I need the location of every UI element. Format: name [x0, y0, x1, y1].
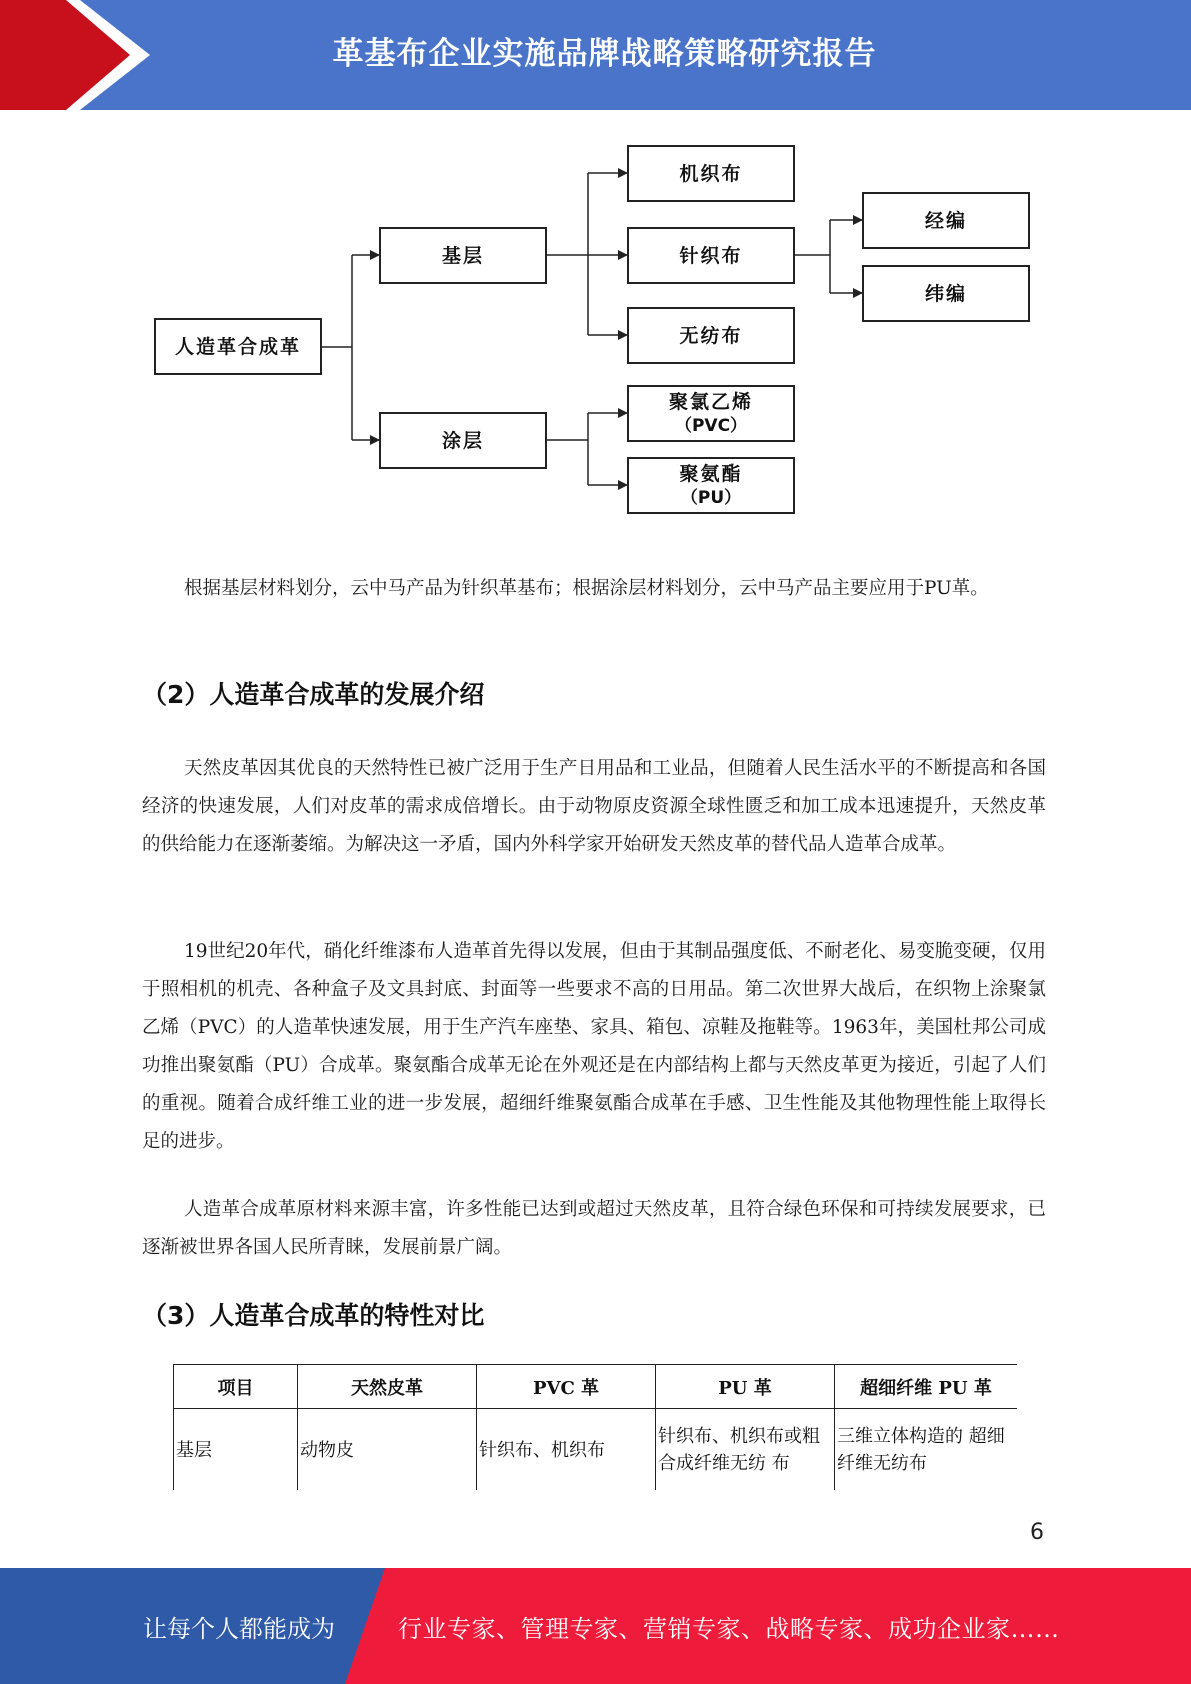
node-sublabel: （PU）	[680, 487, 742, 508]
table-cell: 针织布、机织布或粗合成纤维无纺 布	[656, 1409, 835, 1491]
report-title: 革基布企业实施品牌战略策略研究报告	[332, 35, 877, 72]
node-weft-knit	[862, 265, 1030, 322]
page-number: 6	[1030, 1520, 1044, 1545]
footer-slogan-left: 让每个人都能成为	[143, 1614, 335, 1643]
node-label: 机织布	[679, 162, 743, 185]
table-cell: 基层	[174, 1409, 298, 1491]
node-label: 纬编	[924, 282, 967, 305]
footer-band	[0, 1568, 1191, 1684]
column-header: 天然皮革	[298, 1365, 477, 1409]
section-heading-comparison: （3）人造革合成革的特性对比	[142, 1301, 485, 1330]
node-pvc	[627, 385, 795, 442]
column-header: 超细纤维 PU 革	[835, 1365, 1018, 1409]
table-header-row	[174, 1365, 1018, 1409]
node-sublabel: （PVC）	[674, 415, 748, 436]
node-base-layer	[379, 227, 547, 284]
node-label: 经编	[924, 209, 967, 232]
paragraph-history: 19世纪20年代，硝化纤维漆布人造革首先得以发展，但由于其制品强度低、不耐老化、易变脆变硬，仅用于照相机的机壳、各种盒子及文具封底、封面等一些要求不高的日用品。第二次世界大战后，在织物上涂聚氯乙烯（PVC）的人造革快速发展，用于生产汽车座垫、家具、箱包、凉鞋及拖鞋等。1963年，美国杜邦公司成功推出聚氨酯（PU）合成革。聚氨酯合成革无论在外观还是在内部结构上都与天然皮革更为接近，引起了人们的重视。随着合成纤维工业的进一步发展，超细纤维聚氨酯合成革在手感、卫生性能及其他物理性能上取得长足的进步。	[142, 941, 1046, 1152]
node-warp-knit	[862, 192, 1030, 249]
section-heading-development: （2）人造革合成革的发展介绍	[142, 680, 485, 709]
paragraph-prospects: 人造革合成革原材料来源丰富，许多性能已达到或超过天然皮革，且符合绿色环保和可持续发展要求，已逐渐被世界各国人民所青睐，发展前景广阔。	[142, 1199, 1046, 1258]
column-header: PU 革	[656, 1365, 835, 1409]
header-band	[0, 0, 1191, 110]
node-label: 人造革合成革	[174, 335, 301, 358]
node-label: 基层	[441, 244, 484, 267]
paragraph-classification-note: 根据基层材料划分，云中马产品为针织革基布；根据涂层材料划分，云中马产品主要应用于PU革。	[184, 578, 989, 599]
node-label: 无纺布	[679, 324, 743, 347]
node-label: 聚氨酯	[679, 462, 743, 485]
node-label: 针织布	[679, 244, 743, 267]
table-cell: 三维立体构造的 超细纤维无纺布	[835, 1409, 1018, 1491]
node-label: 涂层	[441, 429, 484, 452]
table-row	[174, 1409, 1018, 1491]
classification-diagram	[0, 130, 1191, 530]
footer-slogan-right: 行业专家、管理专家、营销专家、战略专家、成功企业家……	[398, 1614, 1060, 1643]
node-knitted-fabric	[627, 227, 795, 284]
node-nonwoven-fabric	[627, 307, 795, 364]
node-pu	[627, 457, 795, 514]
paragraph-natural-leather: 天然皮革因其优良的天然特性已被广泛用于生产日用品和工业品，但随着人民生活水平的不断提高和各国经济的快速发展，人们对皮革的需求成倍增长。由于动物原皮资源全球性匮乏和加工成本迅速提升，天然皮革的供给能力在逐渐萎缩。为解决这一矛盾，国内外科学家开始研发天然皮革的替代品人造革合成革。	[142, 758, 1046, 855]
node-artificial-leather	[154, 318, 322, 375]
column-header: PVC 革	[477, 1365, 656, 1409]
column-header: 项目	[174, 1365, 298, 1409]
node-label: 聚氯乙烯	[668, 390, 753, 413]
table-cell: 针织布、机织布	[477, 1409, 656, 1491]
node-coating-layer	[379, 412, 547, 469]
node-woven-fabric	[627, 145, 795, 202]
comparison-table	[173, 1364, 1017, 1490]
table-cell: 动物皮	[298, 1409, 477, 1491]
